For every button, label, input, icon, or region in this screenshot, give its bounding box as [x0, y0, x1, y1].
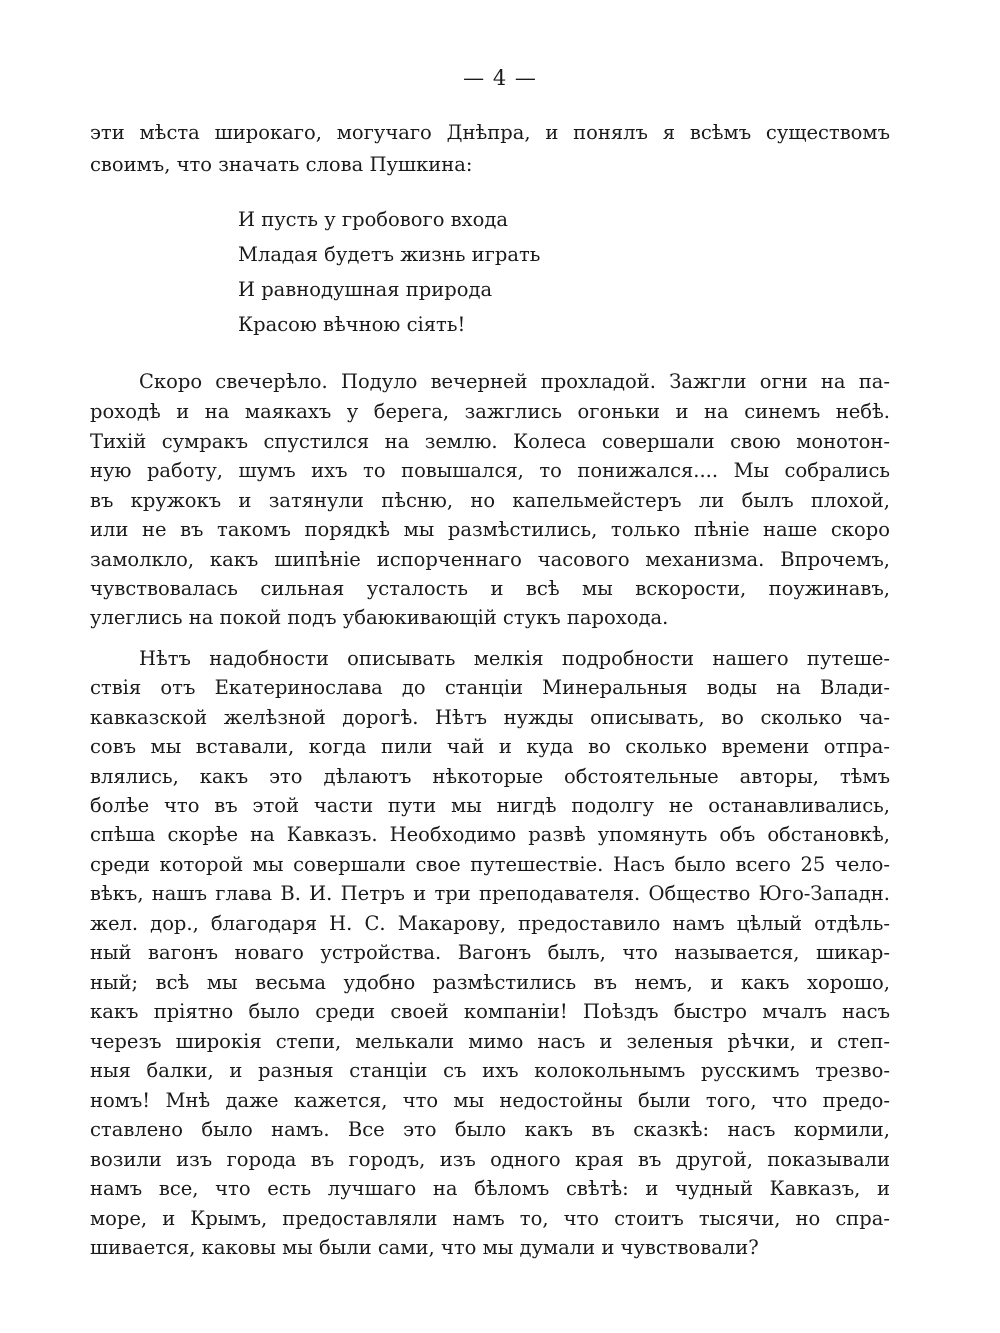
text-line: болѣе что въ этой части пути мы нигдѣ подолгу не останавливались,	[90, 794, 890, 817]
text-line: Тихій сумракъ спустился на землю. Колеса совершали свою монотон-	[90, 430, 890, 453]
text-line: возили изъ города въ городъ, изъ одного края въ другой, показывали	[90, 1148, 890, 1171]
text-line: намъ все, что есть лучшаго на бѣломъ свѣтѣ: и чудный Кавказъ, и	[90, 1177, 890, 1200]
text-line: ныя балки, и разныя станціи съ ихъ колокольнымъ русскимъ трезво-	[90, 1059, 890, 1082]
text-line: улеглись на покой подъ убаюкивающій стукъ парохода.	[90, 606, 669, 629]
text-line: или не въ такомъ порядкѣ мы размѣстились, только пѣніе наше скоро	[90, 518, 890, 541]
text-line: ный вагонъ новаго устройства. Вагонъ былъ, что называется, шикар-	[90, 941, 890, 964]
text-line: Нѣтъ надобности описывать мелкія подробности нашего путеше-	[139, 647, 890, 670]
text-line: вѣкъ, нашъ глава В. И. Петръ и три преподавателя. Общество Юго-Западн.	[90, 882, 890, 905]
text-line: ставлено было намъ. Все это было какъ въ сказкѣ: насъ кормили,	[90, 1118, 890, 1141]
text-line: ный; всѣ мы весьма удобно размѣстились въ немъ, и какъ хорошо,	[90, 971, 890, 994]
text-line: чувствовалась сильная усталость и всѣ мы вскорости, поужинавъ,	[90, 577, 890, 600]
text-line: какъ пріятно было среди своей компаніи! Поѣздъ быстро мчалъ насъ	[90, 1000, 890, 1023]
text-line: ную работу, шумъ ихъ то повышался, то понижался.... Мы собрались	[90, 459, 890, 482]
text-line: жел. дор., благодаря Н. С. Макарову, предоставило намъ цѣлый отдѣль-	[90, 912, 890, 935]
text-line: номъ! Мнѣ даже кажется, что мы недостойны были того, что предо-	[90, 1089, 890, 1112]
text-line: Скоро свечерѣло. Подуло вечерней прохладой. Зажгли огни на па-	[139, 370, 890, 393]
page-number: — 4 —	[463, 66, 537, 90]
text-line: ствія отъ Екатеринослава до станціи Минеральныя воды на Влади-	[90, 676, 890, 699]
text-line: эти мѣста широкаго, могучаго Днѣпра, и понялъ я всѣмъ существомъ	[90, 121, 890, 144]
verse-line: И равнодушная природа	[238, 278, 493, 301]
verse-line: Красою вѣчною сіять!	[238, 313, 466, 336]
text-line: среди которой мы совершали свое путешествіе. Насъ было всего 25 чело-	[90, 853, 890, 876]
text-line: совъ мы вставали, когда пили чай и куда во сколько времени отпра-	[90, 735, 890, 758]
text-line: спѣша скорѣе на Кавказъ. Необходимо развѣ упомянуть объ обстановкѣ,	[90, 823, 890, 846]
text-line: замолкло, какъ шипѣніе испорченнаго часового механизма. Впрочемъ,	[90, 548, 890, 571]
verse-line: Младая будетъ жизнь играть	[238, 243, 541, 266]
text-line: роходѣ и на маякахъ у берега, зажглись огоньки и на синемъ небѣ.	[90, 400, 890, 423]
text-line: въ кружокъ и затянули пѣсню, но капельмейстеръ ли былъ плохой,	[90, 489, 890, 512]
text-line: шивается, каковы мы были сами, что мы думали и чувствовали?	[90, 1236, 759, 1259]
text-line: своимъ, что значать слова Пушкина:	[90, 153, 473, 176]
text-line: влялись, какъ это дѣлаютъ нѣкоторые обстоятельные авторы, тѣмъ	[90, 765, 890, 788]
verse-line: И пусть у гробового входа	[238, 208, 509, 231]
text-line: море, и Крымъ, предоставляли намъ то, что стоитъ тысячи, но спра-	[90, 1207, 890, 1230]
text-line: кавказской желѣзной дорогѣ. Нѣтъ нужды описывать, во сколько ча-	[90, 706, 890, 729]
text-line: черезъ широкія степи, мелькали мимо насъ и зеленыя рѣчки, и степ-	[90, 1030, 890, 1053]
